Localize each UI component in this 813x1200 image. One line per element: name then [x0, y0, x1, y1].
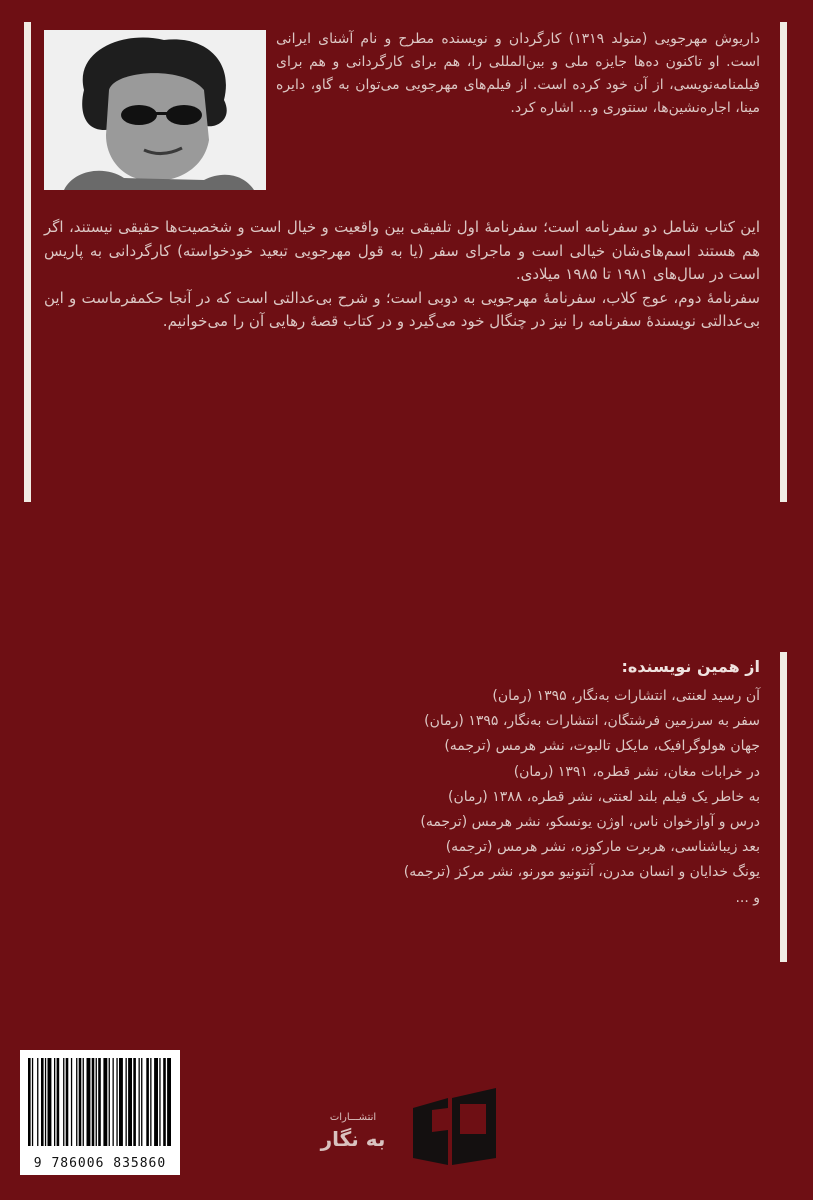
isbn-number: 9 786006 835860 [33, 1156, 167, 1171]
list-item: به خاطر یک فیلم بلند لعنتی، نشر قطره، ۱۳۸۸ (رمان) [448, 788, 760, 805]
list-item: و ... [735, 889, 760, 906]
book-description [44, 216, 760, 334]
left-divider-line [24, 22, 31, 502]
list-item: جهان هولوگرافیک، مایکل تالبوت، نشر هرمس (ترجمه) [444, 738, 760, 755]
author-photo [44, 30, 266, 190]
other-works-list [120, 684, 760, 911]
list-item: آن رسید لعنتی، انتشارات به‌نگار، ۱۳۹۵ (رمان) [492, 688, 760, 704]
other-works-section [120, 654, 760, 911]
list-item: سفر به سرزمین فرشتگان، انتشارات به‌نگار، ۱۳۹۵ (رمان) [424, 713, 760, 730]
isbn-barcode [20, 1050, 180, 1175]
list-item: در خرابات مغان، نشر قطره، ۱۳۹۱ (رمان) [513, 763, 760, 780]
barcode-bars [20, 1050, 180, 1150]
description-paragraph-1: این کتاب شامل دو سفرنامه است؛ سفرنامهٔ اول تلفیقی بین واقعیت و خیال است و شخصیت‌ها حقیقی نیستند، اگر هم هستند اسم‌های‌شان خیالی است و ماجرای سفر (یا به قول مهرجویی تبعید خودخواسته) کارگردانی به پاریس است در سال‌های ۱۹۸۱ تا ۱۹۸۵ میلادی. [44, 218, 760, 283]
list-item: درس و آوازخوان ناس، اوژن یونسکو، نشر هرمس (ترجمه) [420, 814, 760, 831]
description-paragraph-2: سفرنامهٔ دوم، عوج کلاب، سفرنامهٔ مهرجویی به دوبی است؛ و شرح بی‌عدالتی است که در آنجا حکمفرماست و این بی‌عدالتی نویسندهٔ سفرنامه را نیز در چنگال خود می‌گیرد و در کتاب قصهٔ رهایی آن را می‌خوانیم. [44, 288, 760, 330]
right-divider-line-bottom [780, 652, 787, 962]
right-divider-line-top [780, 22, 787, 502]
other-works-heading: از همین نویسنده: [621, 657, 760, 676]
list-item: یونگ خدایان و انسان مدرن، آنتونیو مورنو، نشر مرکز (ترجمه) [403, 864, 760, 881]
publisher-name: به نگار [320, 1127, 386, 1151]
publisher-logo [298, 1080, 508, 1170]
author-bio: داریوش مهرجویی (متولد ۱۳۱۹) کارگردان و نویسنده مطرح و نام آشنای ایرانی است. او تاکنون ده‌ها جایزه ملی و بین‌المللی را، هم برای کارگردانی و هم برای فیلمنامه‌نویسی، از آن خود کرده است. از فیلم‌های مهرجویی می‌توان به گاو، دایره مینا، اجاره‌نشین‌ها، سنتوری و... اشاره کرد. [276, 31, 760, 116]
publisher-small-text: انتشـــارات [329, 1112, 377, 1123]
list-item: بعد زیباشناسی، هربرت مارکوزه، نشر هرمس (ترجمه) [445, 839, 760, 856]
publisher-book-icon [408, 1080, 503, 1170]
